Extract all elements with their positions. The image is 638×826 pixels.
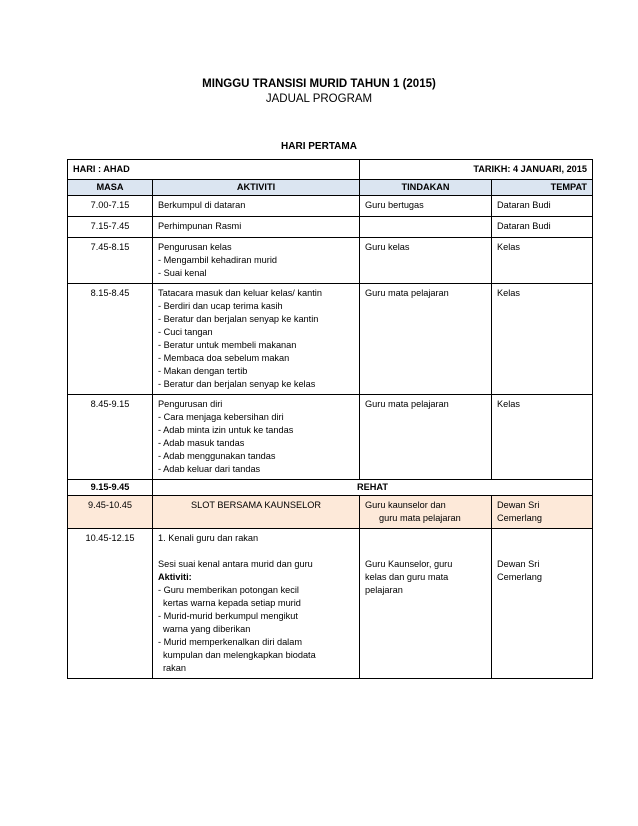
- cell-line: Dataran Budi: [497, 221, 551, 231]
- cell-line: Berkumpul di dataran: [158, 200, 246, 210]
- cell-line: Kelas: [497, 399, 520, 409]
- aktiviti-cell: SLOT BERSAMA KAUNSELOR: [153, 496, 360, 529]
- tindakan-cell: [360, 217, 492, 238]
- aktiviti-cell: [153, 529, 360, 679]
- aktiviti-cell: [153, 196, 360, 217]
- cell-line: - Beratur untuk membeli makanan: [158, 340, 297, 350]
- cell-line: Kelas: [497, 242, 520, 252]
- cell-line: Guru kaunselor dan: [365, 500, 446, 510]
- cell-line: Dewan Sri: [497, 500, 540, 510]
- cell-line: - Suai kenal: [158, 268, 207, 278]
- cell-line: Perhimpunan Rasmi: [158, 221, 242, 231]
- slot-row: [68, 496, 593, 529]
- column-header-tempat: TEMPAT: [492, 180, 593, 196]
- spacer: [365, 532, 486, 558]
- masa-cell: 8.15-8.45: [68, 284, 153, 395]
- hari-label: HARI : AHAD: [68, 160, 360, 180]
- cell-line: Guru Kaunselor, guru: [365, 559, 453, 569]
- table-row: [68, 529, 593, 679]
- tempat-cell: [492, 529, 593, 679]
- tindakan-cell: Guru bertugas: [360, 196, 492, 217]
- tempat-cell: [492, 238, 593, 284]
- column-header-row: [68, 180, 593, 196]
- cell-line: - Adab masuk tandas: [158, 438, 245, 448]
- section-title: HARI PERTAMA: [281, 141, 357, 152]
- activity-title: 1. Kenali guru dan rakan: [158, 533, 259, 543]
- tarikh-label: TARIKH: 4 JANUARI, 2015: [360, 160, 593, 180]
- activity-item-line: - Guru memberikan potongan kecil: [158, 585, 299, 595]
- cell-line: Cemerlang: [497, 572, 542, 582]
- cell-line: Pengurusan kelas: [158, 242, 232, 252]
- activity-item-line: warna yang diberikan: [163, 624, 251, 634]
- activity-intro: Sesi suai kenal antara murid dan guru: [158, 559, 313, 569]
- cell-line: pelajaran: [365, 585, 403, 595]
- masa-cell: 7.15-7.45: [68, 217, 153, 238]
- cell-line: - Membaca doa sebelum makan: [158, 353, 290, 363]
- masa-cell: 9.15-9.45: [68, 480, 153, 496]
- table-row: [68, 284, 593, 395]
- cell-line: - Adab menggunakan tandas: [158, 451, 276, 461]
- spacer: [497, 532, 587, 558]
- masa-cell: 7.00-7.15: [68, 196, 153, 217]
- column-header-masa: MASA: [68, 180, 153, 196]
- cell-line: - Mengambil kehadiran murid: [158, 255, 277, 265]
- tempat-cell: [492, 395, 593, 480]
- activity-item-line: kertas warna kepada setiap murid: [163, 598, 301, 608]
- masa-cell: 9.45-10.45: [68, 496, 153, 529]
- masa-cell: 7.45-8.15: [68, 238, 153, 284]
- cell-line: guru mata pelajaran: [379, 513, 461, 523]
- document-subtitle: JADUAL PROGRAM: [265, 93, 373, 105]
- aktiviti-cell: [153, 217, 360, 238]
- aktiviti-cell: [153, 284, 360, 395]
- aktiviti-cell: [153, 395, 360, 480]
- tindakan-cell: Guru mata pelajaran: [360, 284, 492, 395]
- table-row: [68, 217, 593, 238]
- activity-item-line: - Murid-murid berkumpul mengikut: [158, 611, 298, 621]
- activity-item-line: kumpulan dan melengkapkan biodata: [163, 650, 316, 660]
- rehat-label: REHAT: [153, 480, 593, 496]
- rehat-row: [68, 480, 593, 496]
- tempat-cell: [492, 284, 593, 395]
- table-row: [68, 238, 593, 284]
- cell-line: Tatacara masuk dan keluar kelas/ kantin: [158, 288, 322, 298]
- tindakan-cell: [360, 496, 492, 529]
- column-header-aktiviti: AKTIVITI: [153, 180, 360, 196]
- table-row: [68, 395, 593, 480]
- cell-line: - Beratur dan berjalan senyap ke kantin: [158, 314, 319, 324]
- tindakan-cell: [360, 529, 492, 679]
- cell-line: kelas dan guru mata: [365, 572, 449, 582]
- activity-label: Aktiviti:: [158, 572, 192, 582]
- tindakan-cell: Guru mata pelajaran: [360, 395, 492, 480]
- cell-line: - Makan dengan tertib: [158, 366, 248, 376]
- table-row: [68, 196, 593, 217]
- masa-cell: 10.45-12.15: [68, 529, 153, 679]
- tempat-cell: [492, 196, 593, 217]
- tempat-cell: [492, 496, 593, 529]
- cell-line: - Beratur dan berjalan senyap ke kelas: [158, 379, 316, 389]
- cell-line: - Cara menjaga kebersihan diri: [158, 412, 284, 422]
- tindakan-cell: Guru kelas: [360, 238, 492, 284]
- cell-line: Dewan Sri: [497, 559, 540, 569]
- masa-cell: 8.45-9.15: [68, 395, 153, 480]
- tempat-cell: [492, 217, 593, 238]
- cell-line: Kelas: [497, 288, 520, 298]
- cell-line: Cemerlang: [497, 513, 542, 523]
- activity-item-line: rakan: [163, 663, 186, 673]
- cell-line: - Berdiri dan ucap terima kasih: [158, 301, 283, 311]
- spacer: [158, 545, 354, 558]
- cell-line: - Adab minta izin untuk ke tandas: [158, 425, 294, 435]
- cell-line: Pengurusan diri: [158, 399, 223, 409]
- aktiviti-cell: [153, 238, 360, 284]
- document-title: MINGGU TRANSISI MURID TAHUN 1 (2015): [202, 78, 436, 90]
- cell-line: Dataran Budi: [497, 200, 551, 210]
- cell-line: - Adab keluar dari tandas: [158, 464, 261, 474]
- day-header-row: [68, 160, 593, 180]
- cell-line: - Cuci tangan: [158, 327, 213, 337]
- column-header-tindakan: TINDAKAN: [360, 180, 492, 196]
- activity-item-line: - Murid memperkenalkan diri dalam: [158, 637, 302, 647]
- schedule-table: [67, 159, 593, 679]
